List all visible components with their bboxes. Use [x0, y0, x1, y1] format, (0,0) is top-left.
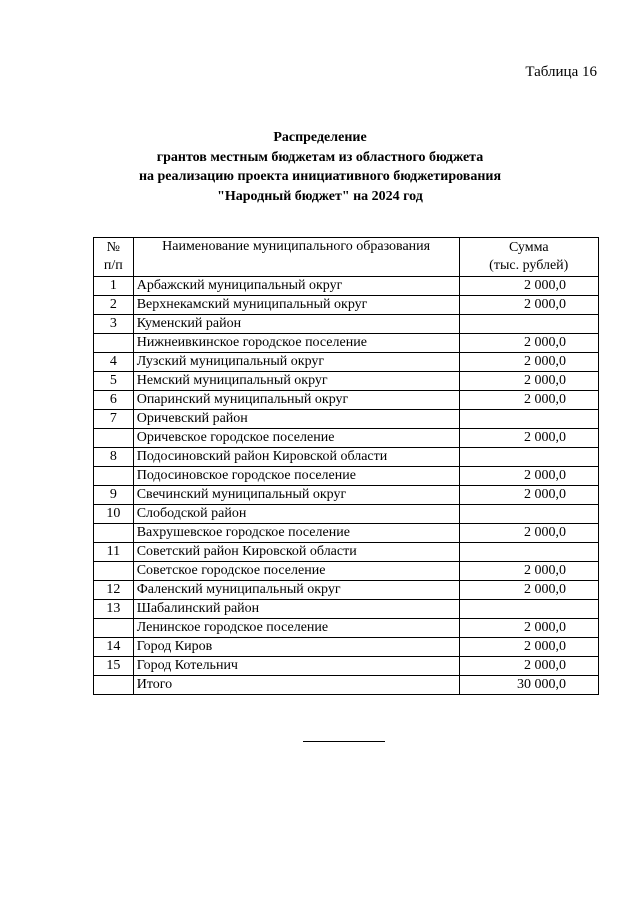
- table-row: [94, 429, 599, 448]
- heading-line-3: на реализацию проекта инициативного бюджетирования: [138, 169, 502, 184]
- row-number: 14: [94, 638, 134, 657]
- row-number: 1: [94, 277, 134, 296]
- row-sum: [459, 315, 598, 334]
- row-sum: [459, 543, 598, 562]
- row-name: Оричевский район: [133, 410, 459, 429]
- row-sum: 2 000,0: [459, 562, 598, 581]
- row-number: 5: [94, 372, 134, 391]
- table-row: [94, 676, 599, 695]
- row-number: 13: [94, 600, 134, 619]
- table-row: [94, 448, 599, 467]
- row-name: Опаринский муниципальный округ: [133, 391, 459, 410]
- table-row: [94, 600, 599, 619]
- row-number: 3: [94, 315, 134, 334]
- table-row: [94, 391, 599, 410]
- row-name: Итого: [133, 676, 459, 695]
- row-number: 12: [94, 581, 134, 600]
- row-sum: 2 000,0: [459, 334, 598, 353]
- column-header-number: [94, 238, 134, 277]
- row-number: [94, 334, 134, 353]
- row-sum: [459, 505, 598, 524]
- table-row: [94, 657, 599, 676]
- table-row: [94, 277, 599, 296]
- heading-line-2: грантов местным бюджетам из областного бюджета: [156, 149, 484, 165]
- table-row: [94, 315, 599, 334]
- row-number: 6: [94, 391, 134, 410]
- row-sum: 2 000,0: [459, 372, 598, 391]
- row-number: [94, 467, 134, 486]
- row-sum: [459, 410, 598, 429]
- row-sum: 2 000,0: [459, 657, 598, 676]
- row-sum: [459, 600, 598, 619]
- row-sum: 2 000,0: [459, 353, 598, 372]
- row-number: [94, 619, 134, 638]
- row-sum: 2 000,0: [459, 638, 598, 657]
- row-name: Подосиновское городское поселение: [133, 467, 459, 486]
- row-number: 2: [94, 296, 134, 315]
- row-name: Лузский муниципальный округ: [133, 353, 459, 372]
- row-sum: 2 000,0: [459, 619, 598, 638]
- row-sum: 2 000,0: [459, 581, 598, 600]
- row-sum: 2 000,0: [459, 391, 598, 410]
- table-label: Таблица 16: [525, 64, 597, 80]
- row-sum: 30 000,0: [459, 676, 598, 695]
- row-sum: 2 000,0: [459, 486, 598, 505]
- row-number: [94, 562, 134, 581]
- row-name: Немский муниципальный округ: [133, 372, 459, 391]
- table-row: [94, 353, 599, 372]
- heading-line-1: Распределение: [273, 130, 367, 145]
- row-number: 9: [94, 486, 134, 505]
- row-number: 8: [94, 448, 134, 467]
- row-sum: 2 000,0: [459, 277, 598, 296]
- column-header-sum-line2: (тыс. рублей): [489, 258, 569, 273]
- row-name: Подосиновский район Кировской области: [133, 448, 459, 467]
- table-row: [94, 619, 599, 638]
- row-sum: 2 000,0: [459, 296, 598, 315]
- row-name: Ленинское городское поселение: [133, 619, 459, 638]
- column-header-sum-line1: Сумма: [508, 240, 549, 255]
- row-name: Город Киров: [133, 638, 459, 657]
- row-name: Слободской район: [133, 505, 459, 524]
- row-number: 11: [94, 543, 134, 562]
- row-number: 7: [94, 410, 134, 429]
- table-row: [94, 296, 599, 315]
- document-heading: [0, 128, 640, 206]
- row-sum: 2 000,0: [459, 429, 598, 448]
- row-number: [94, 676, 134, 695]
- row-name: Советское городское поселение: [133, 562, 459, 581]
- column-header-number-line2: п/п: [103, 258, 123, 273]
- row-name: Нижнеивкинское городское поселение: [133, 334, 459, 353]
- table-row: [94, 486, 599, 505]
- table-row: [94, 334, 599, 353]
- row-sum: 2 000,0: [459, 524, 598, 543]
- column-header-name: Наименование муниципального образования: [133, 238, 459, 277]
- row-name: Оричевское городское поселение: [133, 429, 459, 448]
- row-name: Верхнекамский муниципальный округ: [133, 296, 459, 315]
- row-sum: [459, 448, 598, 467]
- row-name: Куменский район: [133, 315, 459, 334]
- column-header-sum: [459, 238, 598, 277]
- grants-table: [93, 237, 599, 695]
- row-name: Шабалинский район: [133, 600, 459, 619]
- table-row: [94, 505, 599, 524]
- row-name: Фаленский муниципальный округ: [133, 581, 459, 600]
- row-name: Вахрушевское городское поселение: [133, 524, 459, 543]
- table-row: [94, 543, 599, 562]
- table-row: [94, 581, 599, 600]
- table-header-row: [94, 238, 599, 277]
- table-row: [94, 638, 599, 657]
- row-sum: 2 000,0: [459, 467, 598, 486]
- row-number: [94, 524, 134, 543]
- table-row: [94, 524, 599, 543]
- row-name: Город Котельнич: [133, 657, 459, 676]
- table-row: [94, 372, 599, 391]
- row-number: 15: [94, 657, 134, 676]
- row-number: 10: [94, 505, 134, 524]
- table-body: [94, 277, 599, 695]
- row-number: 4: [94, 353, 134, 372]
- heading-line-4: "Народный бюджет" на 2024 год: [217, 188, 423, 204]
- table-row: [94, 562, 599, 581]
- column-header-number-line1: №: [106, 240, 121, 255]
- table-row: [94, 467, 599, 486]
- row-name: Советский район Кировской области: [133, 543, 459, 562]
- table-row: [94, 410, 599, 429]
- row-name: Свечинский муниципальный округ: [133, 486, 459, 505]
- closing-line: [303, 741, 385, 742]
- row-name: Арбажский муниципальный округ: [133, 277, 459, 296]
- row-number: [94, 429, 134, 448]
